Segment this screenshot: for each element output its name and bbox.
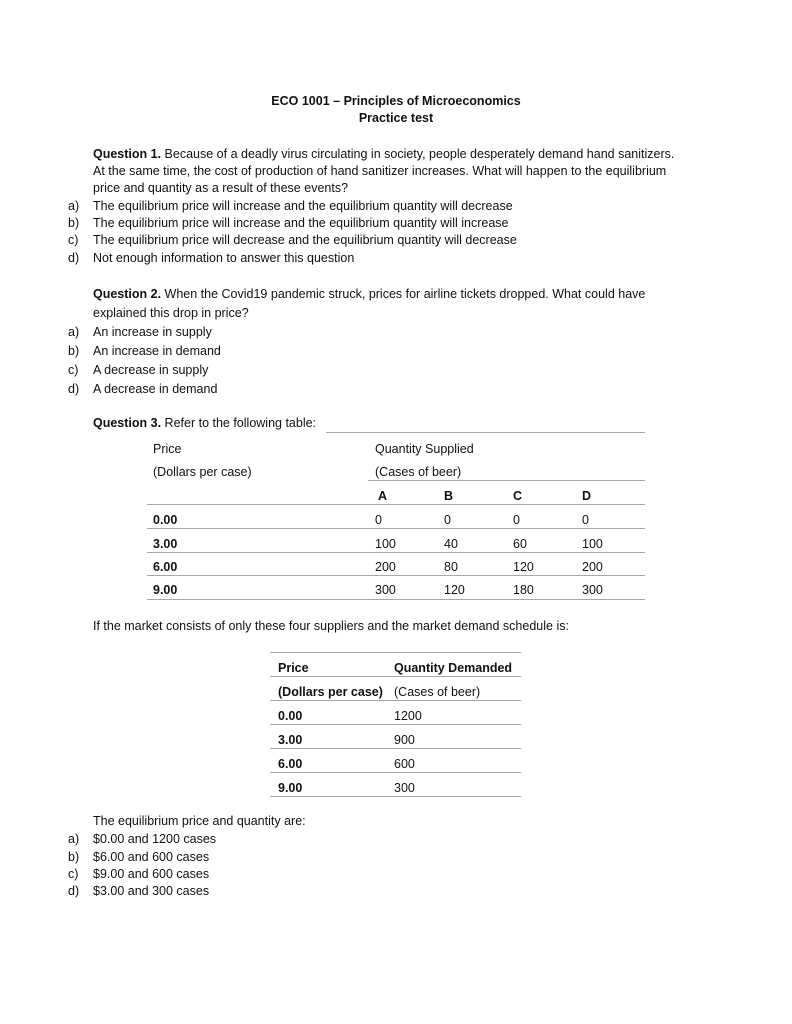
supply-cell: 80	[444, 560, 458, 574]
table-rule	[270, 676, 521, 677]
demand-row-qty: 300	[394, 781, 415, 795]
supply-row-price: 9.00	[153, 583, 178, 597]
table-rule	[147, 575, 645, 576]
table-rule	[147, 599, 645, 600]
supplier-a-header: A	[378, 489, 388, 503]
page-subtitle: Practice test	[358, 111, 434, 125]
table-rule	[326, 432, 645, 433]
supply-cell: 200	[582, 560, 603, 574]
supply-cell: 300	[375, 583, 396, 597]
supplier-b-header: B	[444, 489, 454, 503]
q3-option-d: d) $3.00 and 300 cases	[68, 884, 210, 898]
question-3-label: Question 3.	[93, 416, 162, 430]
course-title: ECO 1001 – Principles of Microeconomics	[271, 94, 521, 108]
supply-cell: 120	[444, 583, 465, 597]
supply-cell: 0	[582, 513, 589, 527]
q2-option-b: b) An increase in demand	[68, 344, 221, 358]
question-1-line2: At the same time, the cost of production of hand sanitizer increases. What will happen to the equilibrium	[93, 164, 667, 178]
question-1-line1: Because of a deadly virus circulating in society, people desperately demand hand sanitizers.	[161, 147, 675, 161]
supply-cell: 300	[582, 583, 603, 597]
demand-qty-header: Quantity Demanded	[394, 661, 513, 675]
demand-price-unit: (Dollars per case)	[278, 685, 383, 699]
q1-option-a: a) The equilibrium price will increase and the equilibrium quantity will decrease	[68, 199, 513, 213]
supply-cell: 180	[513, 583, 534, 597]
question-2-text	[93, 286, 698, 323]
demand-row-qty: 600	[394, 757, 415, 771]
table-rule	[270, 772, 521, 773]
table-rule	[368, 480, 645, 481]
q3-option-a: a) $0.00 and 1200 cases	[68, 832, 217, 846]
table-rule	[147, 504, 645, 505]
supply-cell: 200	[375, 560, 396, 574]
demand-row-price: 3.00	[278, 733, 303, 747]
question-2-line2: explained this drop in price?	[93, 306, 249, 320]
supply-cell: 120	[513, 560, 534, 574]
supply-price-header: Price	[153, 442, 182, 456]
q1-option-d: d) Not enough information to answer this question	[68, 251, 355, 265]
supply-cell: 100	[582, 537, 603, 551]
supply-cell: 100	[375, 537, 396, 551]
supplier-d-header: D	[582, 489, 592, 503]
q3-option-b: b) $6.00 and 600 cases	[68, 850, 210, 864]
q1-option-b: b) The equilibrium price will increase and the equilibrium quantity will increase	[68, 216, 509, 230]
q3-option-c: c) $9.00 and 600 cases	[68, 867, 210, 881]
question-3-text	[93, 416, 316, 430]
q2-option-d: d) A decrease in demand	[68, 382, 218, 396]
supply-row-price: 6.00	[153, 560, 178, 574]
question-3-intro: Refer to the following table:	[161, 416, 317, 430]
question-2-label: Question 2.	[93, 287, 162, 301]
supply-qty-unit: (Cases of beer)	[375, 465, 462, 479]
q1-option-c: c) The equilibrium price will decrease and the equilibrium quantity will decrease	[68, 233, 517, 247]
demand-row-price: 0.00	[278, 709, 303, 723]
supplier-c-header: C	[513, 489, 523, 503]
supply-cell: 0	[513, 513, 520, 527]
table-rule	[147, 552, 645, 553]
demand-row-qty: 1200	[394, 709, 422, 723]
supply-price-unit: (Dollars per case)	[153, 465, 252, 479]
table-rule	[270, 652, 521, 653]
demand-row-price: 9.00	[278, 781, 303, 795]
supply-row-price: 3.00	[153, 537, 178, 551]
market-text: If the market consists of only these four suppliers and the market demand schedule is:	[93, 619, 569, 633]
q2-option-a: a) An increase in supply	[68, 325, 212, 339]
q2-option-c: c) A decrease in supply	[68, 363, 209, 377]
question-1-line3: price and quantity as a result of these events?	[93, 181, 349, 195]
question-1-text	[93, 146, 698, 197]
table-rule	[270, 700, 521, 701]
supply-row-price: 0.00	[153, 513, 178, 527]
supply-cell: 40	[444, 537, 458, 551]
question-2-line1: When the Covid19 pandemic struck, prices for airline tickets dropped. What could have	[161, 287, 646, 301]
table-rule	[270, 796, 521, 797]
table-rule	[270, 748, 521, 749]
supply-cell: 60	[513, 537, 527, 551]
table-rule	[147, 528, 645, 529]
supply-cell: 0	[444, 513, 451, 527]
demand-qty-unit: (Cases of beer)	[394, 685, 481, 699]
table-rule	[270, 724, 521, 725]
supply-cell: 0	[375, 513, 382, 527]
demand-row-price: 6.00	[278, 757, 303, 771]
demand-price-header: Price	[278, 661, 309, 675]
question-1-label: Question 1.	[93, 147, 162, 161]
question-3-prompt: The equilibrium price and quantity are:	[93, 814, 306, 828]
demand-row-qty: 900	[394, 733, 415, 747]
supply-qty-header: Quantity Supplied	[375, 442, 474, 456]
